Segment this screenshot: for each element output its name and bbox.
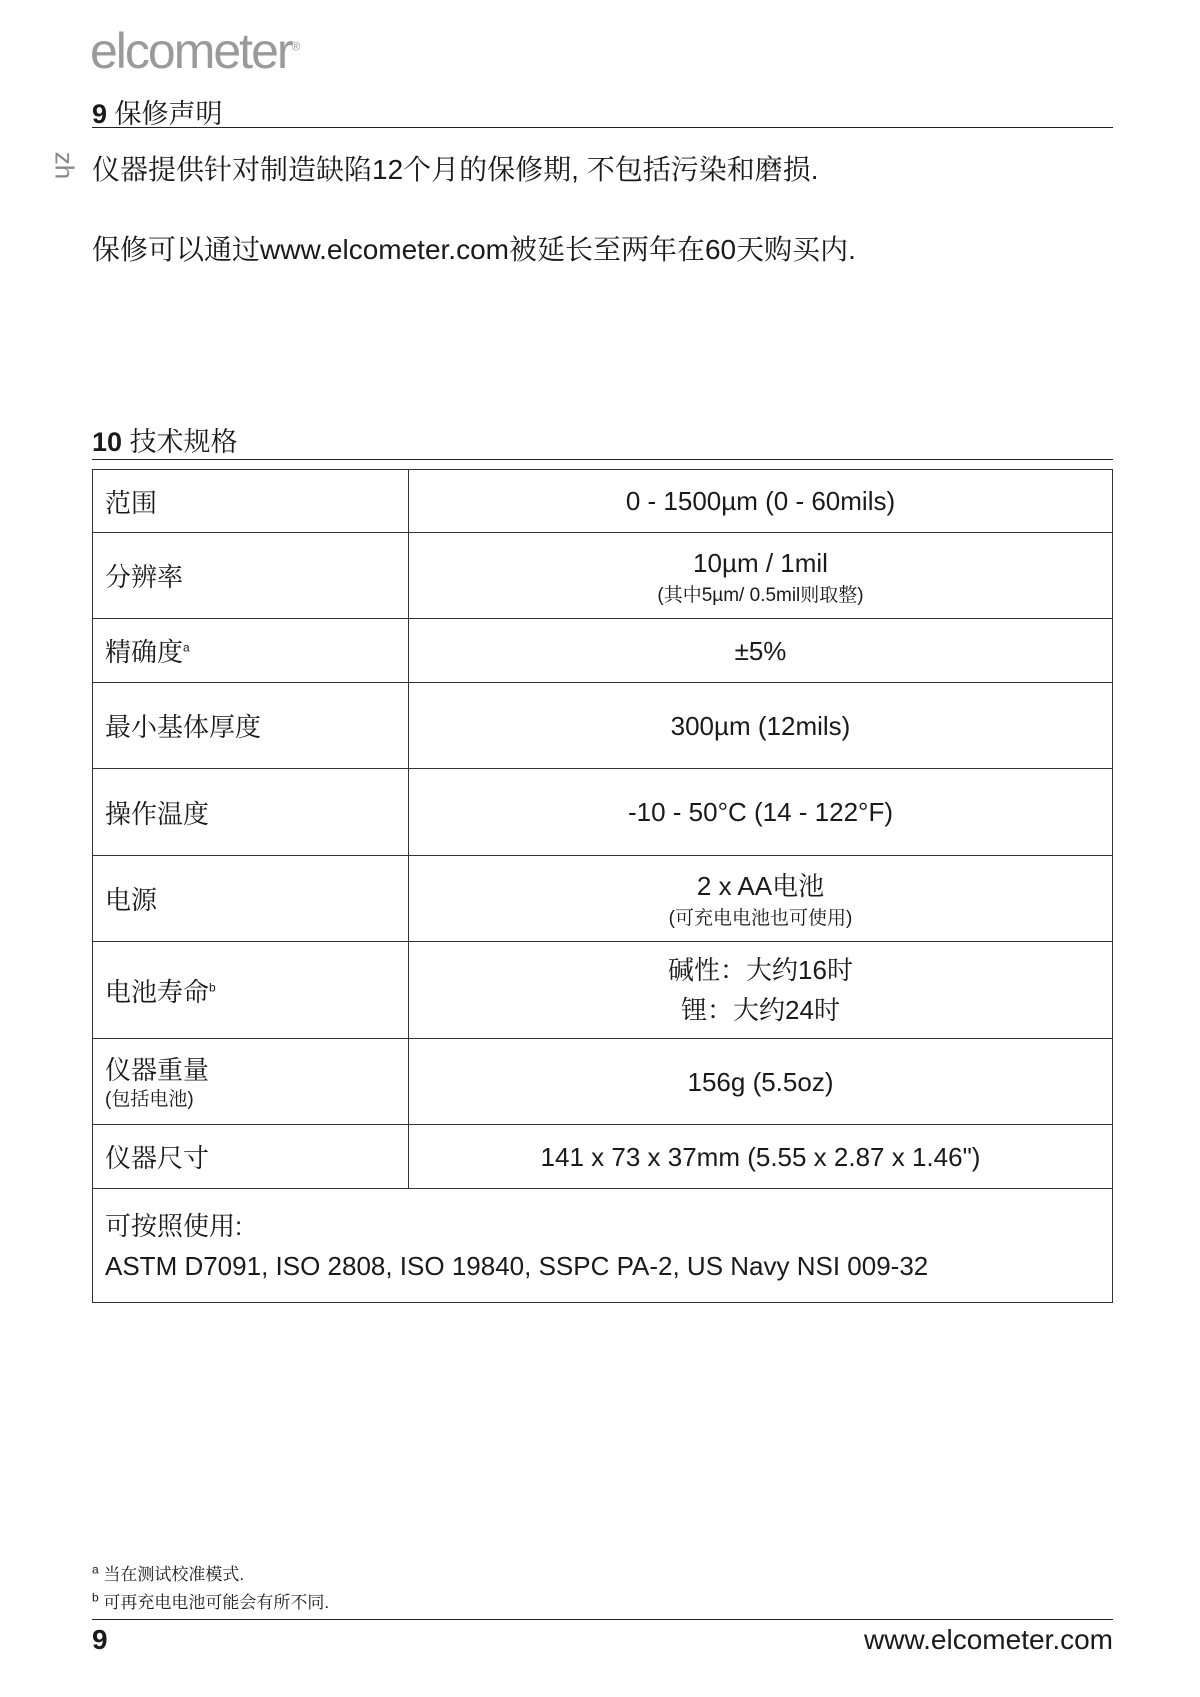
section-number: 10: [92, 427, 123, 457]
spec-value-note: (可充电电池也可使用): [668, 907, 853, 929]
specs-table: [92, 469, 1113, 1303]
section-heading-warranty: [92, 92, 223, 131]
standards-label: 可按照使用:: [105, 1210, 243, 1241]
footer-url[interactable]: www.elcometer.com: [864, 1624, 1113, 1655]
spec-value: [409, 533, 1113, 619]
table-row: [93, 533, 1113, 619]
section-title: 技术规格: [129, 427, 238, 457]
spec-value: 0 - 1500µm (0 - 60mils): [409, 470, 1113, 533]
footnote-marker: a: [92, 1562, 99, 1577]
spec-label: 分辨率: [93, 533, 409, 619]
spec-label: 仪器尺寸: [93, 1125, 409, 1189]
heading-rule: [92, 127, 1113, 128]
spec-value: ±5%: [409, 619, 1113, 683]
spec-value: 156g (5.5oz): [409, 1039, 1113, 1125]
table-row-standards: [93, 1189, 1113, 1303]
logo-registered-mark: ®: [291, 39, 301, 54]
spec-value: 300µm (12mils): [409, 683, 1113, 769]
footnote-marker: b: [209, 979, 216, 994]
table-row: [93, 1125, 1113, 1189]
table-row: [93, 856, 1113, 942]
table-row: [93, 619, 1113, 683]
spec-label: [93, 942, 409, 1039]
page-number: 9: [92, 1624, 108, 1655]
spec-label: 电源: [93, 856, 409, 942]
spec-value: [409, 856, 1113, 942]
footnote-marker: a: [183, 640, 190, 655]
spec-value-main: 10µm / 1mil: [693, 547, 828, 578]
spec-value-line: 锂：大约24时: [681, 995, 840, 1025]
footnote-marker: b: [92, 1590, 99, 1605]
language-tab: zh: [49, 151, 80, 180]
warranty-paragraph: 保修可以通过www.elcometer.com被延长至两年在60天购买内.: [92, 234, 856, 265]
table-row: [93, 769, 1113, 856]
footnote-text: 当在测试校准模式.: [103, 1565, 245, 1584]
footer-rule: [92, 1619, 1113, 1620]
spec-value-note: (其中5µm/ 0.5mil则取整): [657, 584, 864, 606]
spec-value-line: 碱性：大约16时: [668, 955, 853, 985]
spec-label: [93, 1039, 409, 1125]
spec-value-main: 2 x AA电池: [696, 870, 825, 901]
footnote-text: 可再充电电池可能会有所不同.: [103, 1593, 330, 1612]
heading-rule: [92, 459, 1113, 460]
spec-label-text: 仪器重量: [105, 1055, 210, 1085]
spec-value: [409, 942, 1113, 1039]
spec-label-text: 电池寿命: [105, 976, 210, 1007]
footnote: [92, 1588, 329, 1613]
spec-label: 范围: [93, 470, 409, 533]
table-row: [93, 942, 1113, 1039]
table-row: [93, 1039, 1113, 1125]
warranty-paragraph: 仪器提供针对制造缺陷12个月的保修期, 不包括污染和磨损.: [92, 154, 819, 185]
footnote: [92, 1560, 244, 1585]
spec-label-text: 精确度: [105, 637, 184, 667]
standards-cell: [93, 1189, 1113, 1303]
standards-list: ASTM D7091, ISO 2808, ISO 19840, SSPC PA-2, US Navy NSI 009-32: [105, 1250, 929, 1281]
elcometer-logo: [90, 22, 300, 80]
section-title: 保修声明: [114, 99, 223, 129]
spec-label: 最小基体厚度: [93, 683, 409, 769]
table-row: [93, 683, 1113, 769]
spec-label: 操作温度: [93, 769, 409, 856]
logo-text: elcometer: [90, 23, 292, 79]
spec-label: [93, 619, 409, 683]
spec-label-note: (包括电池): [105, 1089, 194, 1110]
section-heading-specs: [92, 420, 238, 459]
section-number: 9: [92, 99, 108, 129]
spec-value: -10 - 50°C (14 - 122°F): [409, 769, 1113, 856]
table-row: [93, 470, 1113, 533]
spec-value: 141 x 73 x 37mm (5.55 x 2.87 x 1.46"): [409, 1125, 1113, 1189]
